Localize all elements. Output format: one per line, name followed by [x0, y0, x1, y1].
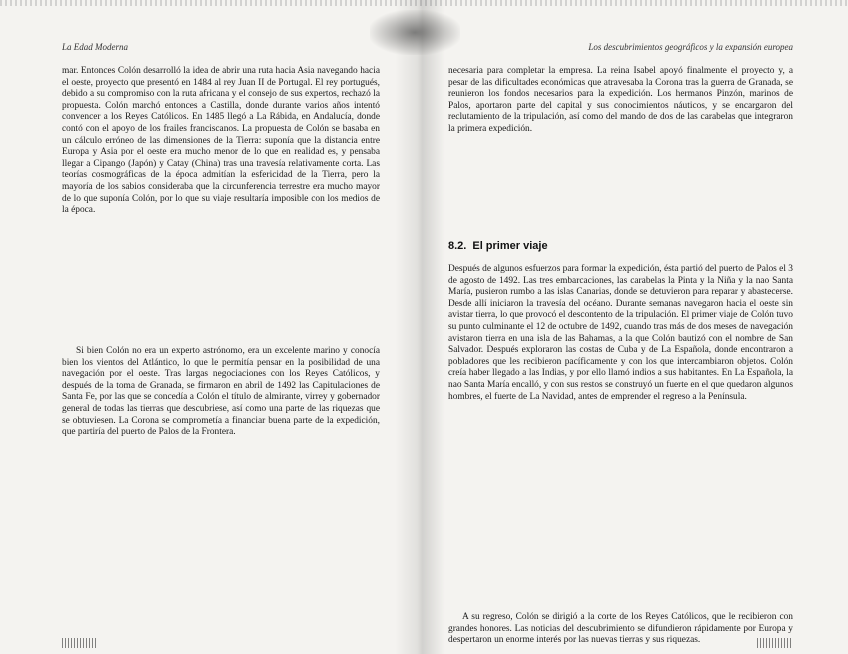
section-number: 8.2. — [448, 240, 467, 252]
right-page — [448, 0, 793, 654]
right-body-text-3 — [448, 612, 793, 648]
section-heading — [448, 240, 554, 252]
right-running-head: Los descubrimientos geográficos y la expansión europea — [588, 42, 793, 52]
left-page — [62, 0, 380, 654]
section-title: El primer viaje — [472, 240, 548, 252]
left-body-text-2 — [62, 346, 380, 631]
left-running-head: La Edad Moderna — [62, 42, 128, 52]
right-body-text-2 — [448, 264, 793, 609]
left-paragraph-1: mar. Entonces Colón desarrolló la idea de abrir una ruta hacia Asia navegando hacia el oeste, proyecto que presentó en 1484 al rey Juan II de Portugal. El rey portugués, debido a su compromiso con la ruta africana y el consejo de sus expertos, rechazó la propuesta. Colón marchó entonces a Castilla, donde durante varios años intentó convencer a los Reyes Católicos. En 1485 llegó a La Rábida, en Andalucía, donde contó con el apoyo de los frailes franciscanos. La propuesta de Colón se basaba en un cálculo erróneo de las dimensiones de la Tierra: suponía que la distancia entre Europa y Asia por el oeste era mucho menor de lo que en realidad es, y pensaba llegar a Cipango (Japón) y Catay (China) tras una travesía relativamente corta. Las teorías cosmográficas de la época admitían la esfericidad de la Tierra, pero la mayoría de los sabios consideraba que la circunferencia terrestre era mucho mayor de lo que suponía Colón, por lo que su viaje resultaría imposible con los medios de la época. — [62, 66, 380, 216]
right-paragraph-2: Después de algunos esfuerzos para formar la expedición, ésta partió del puerto de Palos el 3 de agosto de 1492. Las tres embarcaciones, las carabelas la Pinta y la Niña y la nao Santa María, pusieron rumbo a las islas Canarias, donde se detuvieron para reparar y abastecerse. Desde allí iniciaron la travesía del océano. Durante semanas navegaron hacia el oeste sin avistar tierra, lo que provocó el descontento de la tripulación. El primer viaje de Colón tuvo su punto culminante el 12 de octubre de 1492, cuando tras más de dos meses de navegación avistaron tierra en una isla de las Bahamas, a la que Colón bautizó con el nombre de San Salvador. Después exploraron las costas de Cuba y de La Española, donde encontraron a pobladores que les recibieron pacíficamente y con los que intercambiaron objetos. Colón creía haber llegado a las Indias, y por ello llamó indios a sus habitantes. En La Española, la nao Santa María encalló, y con sus restos se construyó un fuerte en el que quedaron algunos hombres, el fuerte de La Navidad, antes de emprender el regreso a la Península. — [448, 264, 793, 402]
book-gutter — [395, 0, 445, 654]
left-paragraph-2: Si bien Colón no era un experto astrónomo, era un excelente marino y conocía bien los vientos del Atlántico, lo que le permitía pensar en la posibilidad de una navegación por el oeste. Tras largas negociaciones con los Reyes Católicos, y después de la toma de Granada, se firmaron en abril de 1492 las Capitulaciones de Santa Fe, por las que se concedía a Colón el título de almirante, virrey y gobernador general de todas las tierras que descubriese, así como una parte de las riquezas que se obtuviesen. La Corona se comprometía a financiar buena parte de la expedición, que partiría del puerto de Palos de la Frontera. — [62, 346, 380, 438]
right-paragraph-1: necesaria para completar la empresa. La reina Isabel apoyó finalmente el proyecto y, a pesar de las dificultades económicas que atravesaba la Corona tras la guerra de Granada, se reunieron los fondos necesarios para la expedición. Los hermanos Pinzón, marinos de Palos, aportaron parte del capital y sus conocimientos náuticos, y se encargaron del reclutamiento de la tripulación, así como del mando de dos de las carabelas que integraron la primera expedición. — [448, 66, 793, 134]
scan-smudge — [370, 10, 460, 55]
right-body-text-1 — [448, 66, 793, 216]
left-body-text-1 — [62, 66, 380, 342]
right-paragraph-3: A su regreso, Colón se dirigió a la corte de los Reyes Católicos, que le recibieron con grandes honores. Las noticias del descubrimiento se difundieron rápidamente por Europa y despertaron un enorme interés por las nuevas tierras y sus riquezas. — [448, 612, 793, 646]
